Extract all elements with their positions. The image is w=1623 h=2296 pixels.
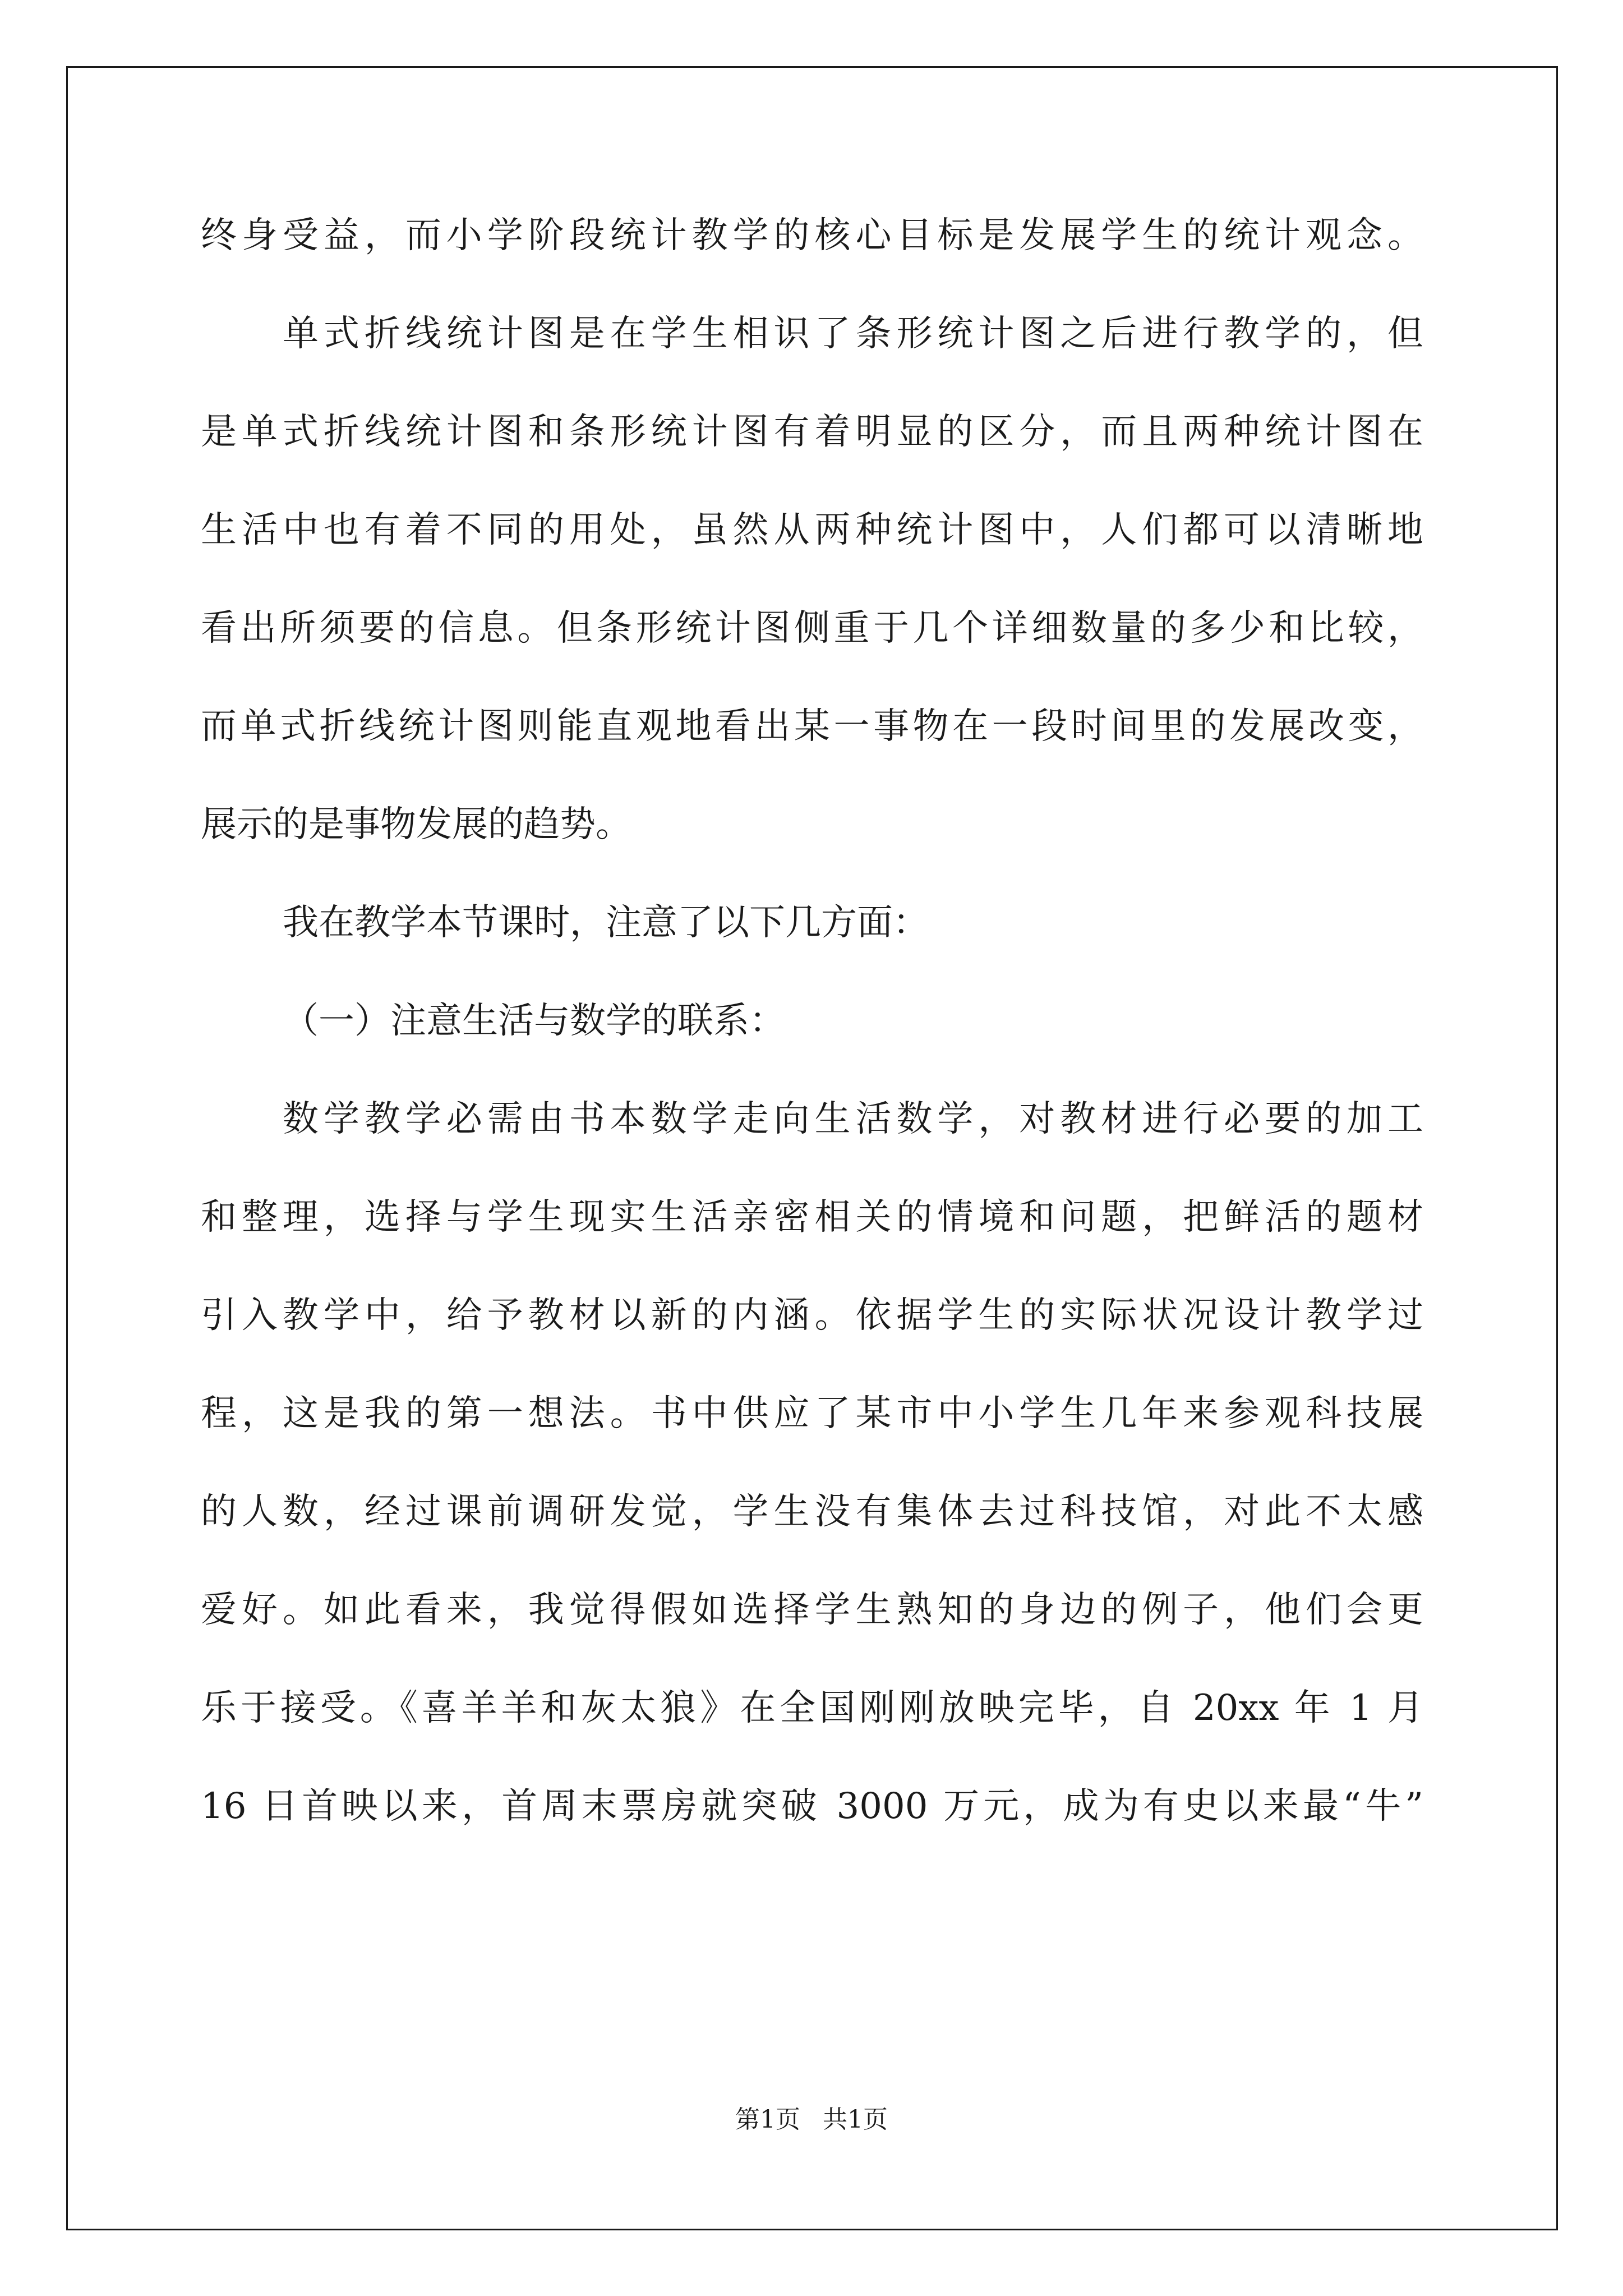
page-footer <box>0 2099 1623 2135</box>
text-line: 引入教学中，给予教材以新的内涵。依据学生的实际状况设计教学过 <box>201 1295 1423 1336</box>
text-line: 爱好。如此看来，我觉得假如选择学生熟知的身边的例子，他们会更 <box>201 1589 1423 1631</box>
page-total: 共1页 <box>823 2105 888 2134</box>
section-heading: （一）注意生活与数学的联系： <box>283 1000 785 1042</box>
text-line: 数学教学必需由书本数学走向生活数学，对教材进行必要的加工 <box>283 1098 1423 1140</box>
text-line: 而单式折线统计图则能直观地看出某一事物在一段时间里的发展改变， <box>201 706 1423 747</box>
text-line: 看出所须要的信息。但条形统计图侧重于几个详细数量的多少和比较， <box>201 608 1423 649</box>
document-body <box>201 202 1423 1871</box>
text-line: 和整理，选择与学生现实生活亲密相关的情境和问题，把鲜活的题材 <box>201 1197 1423 1238</box>
text-line: 我在教学本节课时，注意了以下几方面： <box>283 902 929 944</box>
text-line: 终身受益，而小学阶段统计教学的核心目标是发展学生的统计观念。 <box>201 215 1423 256</box>
text-line: 展示的是事物发展的趋势。 <box>201 804 631 845</box>
page-number: 第1页 <box>735 2105 800 2134</box>
text-line: 是单式折线统计图和条形统计图有着明显的区分，而且两种统计图在 <box>201 411 1423 453</box>
text-line: 程，这是我的第一想法。书中供应了某市中小学生几年来参观科技展 <box>201 1393 1423 1434</box>
text-line: 单式折线统计图是在学生相识了条形统计图之后进行教学的，但 <box>283 313 1423 355</box>
text-line: 生活中也有着不同的用处，虽然从两种统计图中，人们都可以清晰地 <box>201 509 1423 551</box>
text-line: 乐于接受。《喜羊羊和灰太狼》在全国刚刚放映完毕，自 20xx 年 1 月 <box>201 1687 1423 1729</box>
text-line: 的人数，经过课前调研发觉，学生没有集体去过科技馆，对此不太感 <box>201 1491 1423 1533</box>
text-line: 16 日首映以来，首周末票房就突破 3000 万元，成为有史以来最“牛” <box>201 1786 1423 1827</box>
